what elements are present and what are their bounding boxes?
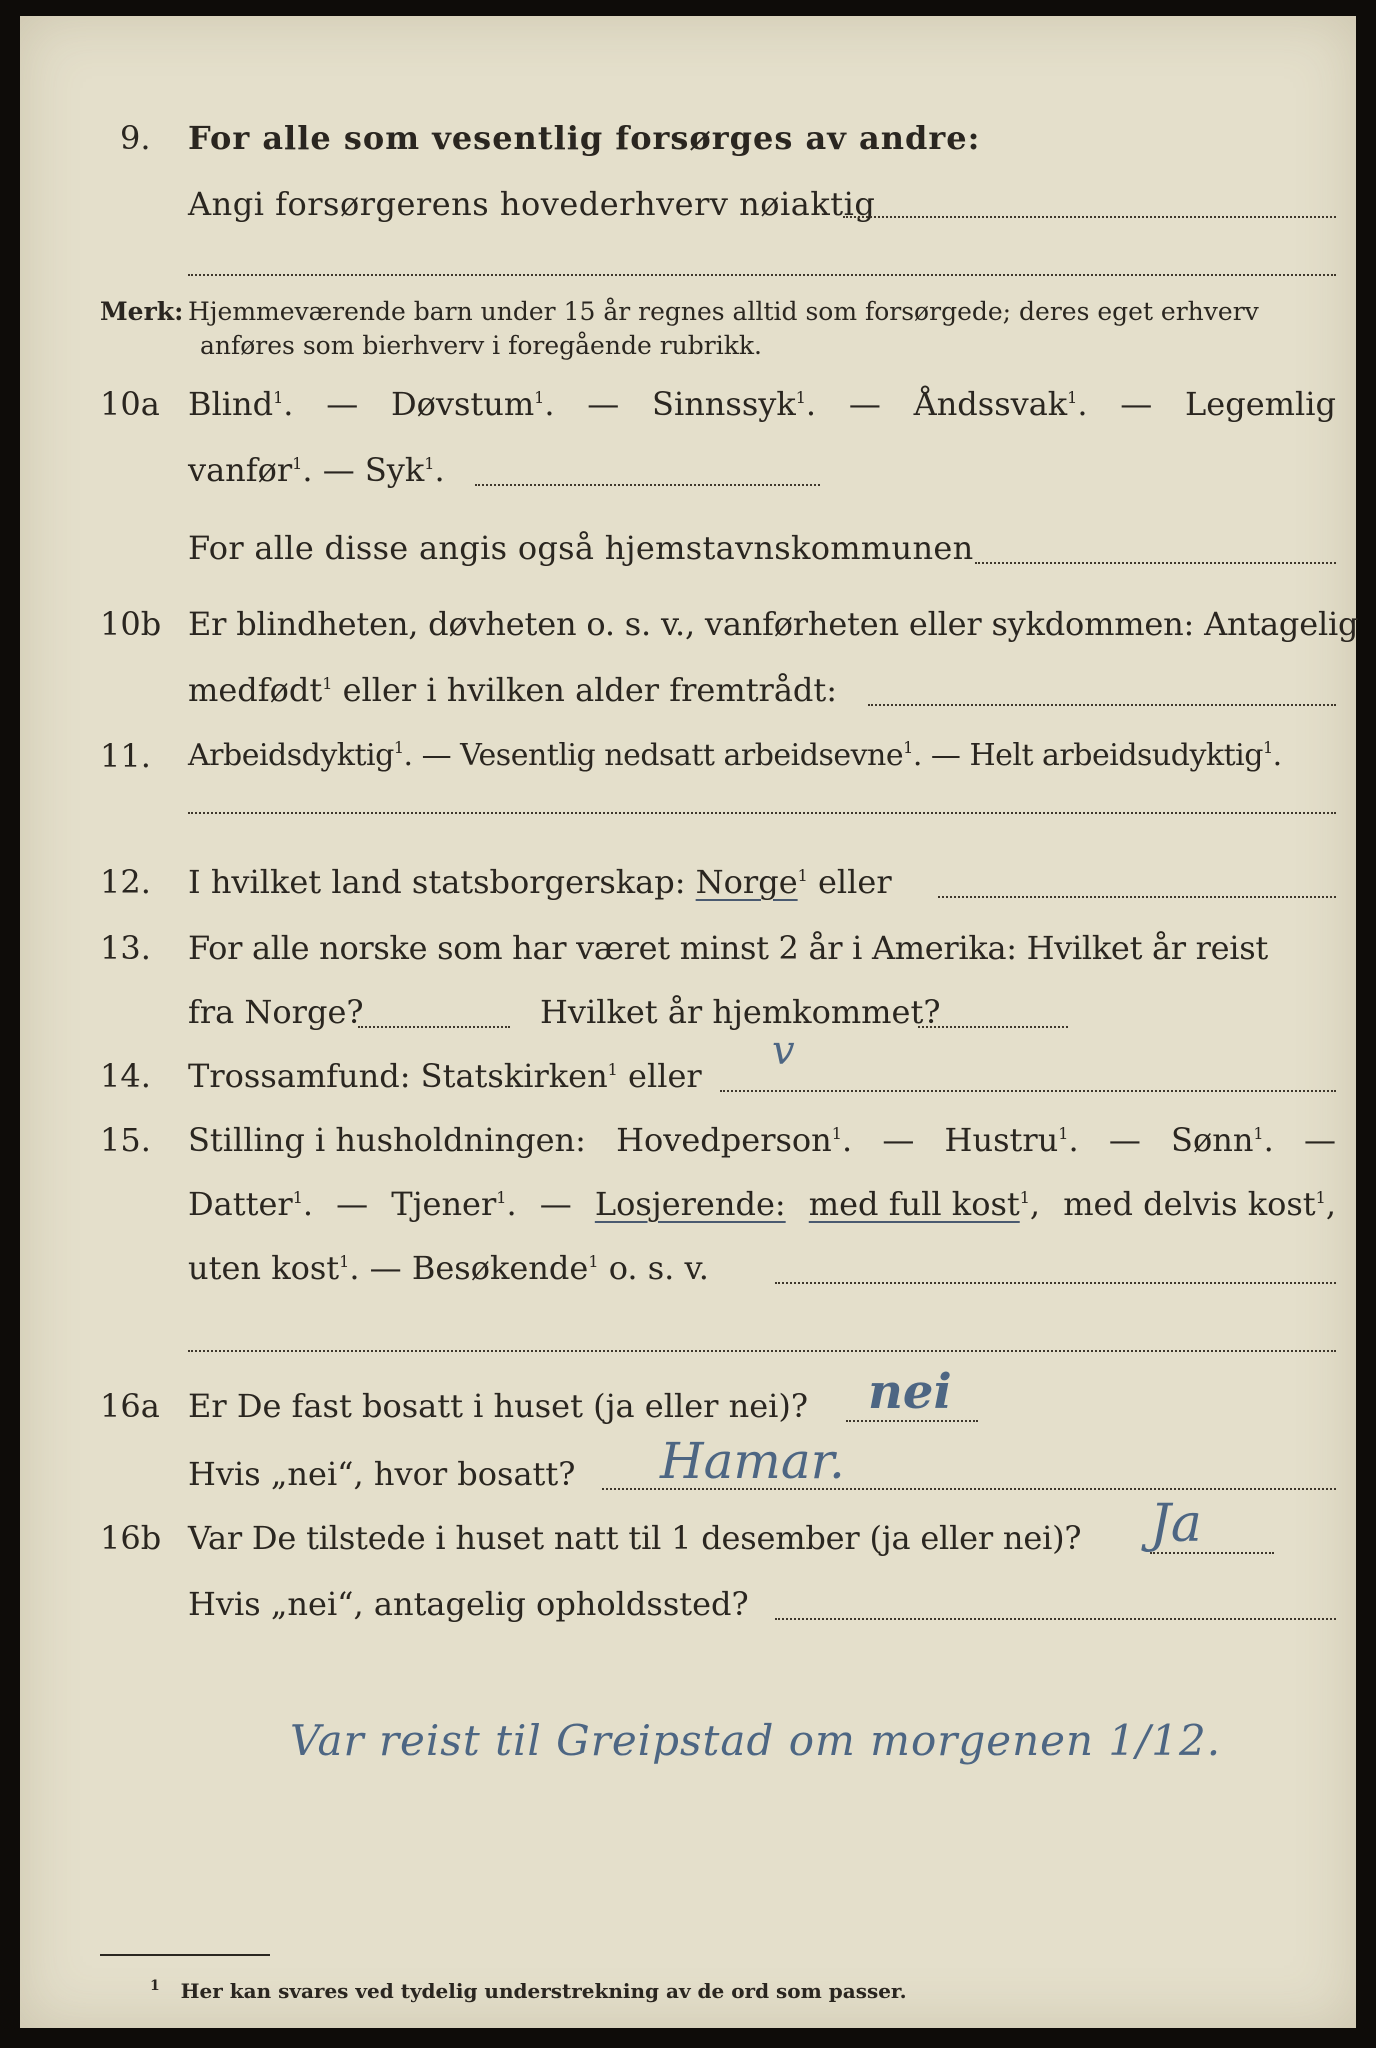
dash: —	[322, 451, 355, 489]
q16a-handwritten-bosatt: Hamar.	[660, 1432, 845, 1490]
option-med-full-kost[interactable]: med full kost$^1$,	[808, 1185, 1041, 1223]
q10b-rest: eller i hvilken alder fremtrådt:	[342, 671, 838, 709]
dash: —	[539, 1185, 572, 1223]
option-med-delvis-kost[interactable]: med delvis kost$^1$,	[1063, 1185, 1336, 1223]
q11-number: 11.	[100, 737, 151, 775]
dash: —	[1120, 385, 1153, 423]
merk-line2: anføres som bierhverv i foregående rubrikk.	[200, 331, 762, 360]
q10a-line2	[188, 450, 445, 490]
q10a-number: 10a	[100, 385, 160, 423]
q11-answer-field[interactable]	[188, 812, 1336, 814]
q15-osv: o. s. v.	[608, 1249, 709, 1287]
q12-number: 12.	[100, 863, 151, 901]
q16a-answer-field[interactable]	[846, 1420, 978, 1422]
q16a-line2: Hvis „nei“, hvor bosatt?	[188, 1455, 576, 1493]
q9-line2: Angi forsørgerens hovederhverv nøiaktig	[188, 185, 876, 223]
q9-number: 9.	[120, 119, 151, 157]
option-hustru[interactable]: Hustru$^1$.	[944, 1121, 1079, 1159]
q14-number: 14.	[100, 1057, 151, 1095]
q10b-answer-field[interactable]	[868, 704, 1336, 706]
footnote-text: Her kan svares ved tydelig understrekning av de ord som passer.	[180, 1979, 907, 2003]
option-syk[interactable]: Syk$^1$.	[364, 451, 445, 489]
q10b-line2	[188, 670, 837, 710]
q16a-line1: Er De fast bosatt i huset (ja eller nei)?	[188, 1387, 809, 1425]
merk-line1: Hjemmeværende barn under 15 år regnes alltid som forsørgede; deres eget erhverv	[188, 297, 1259, 326]
q13-line1: For alle norske som har været minst 2 år i Amerika: Hvilket år reist	[188, 929, 1268, 967]
q13-line2a: fra Norge?	[188, 993, 364, 1031]
footnote	[150, 1978, 907, 2003]
option-udyktig[interactable]: Helt arbeidsudyktig$^1$.	[969, 738, 1282, 773]
dash: —	[848, 385, 881, 423]
q15-line2	[188, 1184, 1336, 1224]
option-tjener[interactable]: Tjener$^1$.	[391, 1185, 517, 1223]
option-medfodt[interactable]: medfødt$^1$	[188, 671, 333, 709]
option-sinnssyk[interactable]: Sinnssyk$^1$.	[652, 385, 817, 423]
option-sonn[interactable]: Sønn$^1$.	[1171, 1121, 1274, 1159]
dash: —	[1108, 1121, 1141, 1159]
dash: —	[369, 1249, 402, 1287]
q12-post: eller	[817, 863, 892, 901]
q12-line1	[188, 862, 892, 902]
q16b-opholdssted-field[interactable]	[775, 1618, 1336, 1620]
q16b-line2: Hvis „nei“, antagelig opholdssted?	[188, 1585, 749, 1623]
option-norge[interactable]: Norge$^1$	[695, 863, 808, 901]
q13-hjemkommet-field[interactable]	[918, 1026, 1068, 1028]
option-statskirken[interactable]: Statskirken$^1$	[420, 1057, 618, 1095]
option-blind[interactable]: Blind$^1$.	[188, 385, 294, 423]
option-losjerende[interactable]: Losjerende:	[594, 1185, 786, 1223]
q16b-line1: Var De tilstede i huset natt til 1 desember (ja eller nei)?	[188, 1519, 1082, 1557]
option-arbeidsdyktig[interactable]: Arbeidsdyktig$^1$	[188, 738, 404, 773]
option-hovedperson[interactable]: Hovedperson$^1$.	[616, 1121, 853, 1159]
q12-pre: I hvilket land statsborgerskap:	[188, 863, 686, 901]
q16b-handwritten-answer: Ja	[1150, 1494, 1202, 1554]
q11-line1: Arbeidsdyktig$^1$. — Vesentlig nedsatt arbeidsevne$^1$. — Helt arbeidsudyktig$^1$.	[188, 738, 1282, 773]
option-andssvak[interactable]: Åndssvak$^1$.	[913, 385, 1088, 423]
q10a-answer-field[interactable]	[475, 484, 820, 486]
option-uten-kost[interactable]: uten kost$^1$.	[188, 1249, 360, 1287]
q15-number: 15.	[100, 1121, 151, 1159]
q14-post: eller	[628, 1057, 702, 1095]
merk-label: Merk:	[100, 297, 184, 326]
option-datter[interactable]: Datter$^1$.	[188, 1185, 314, 1223]
q16b-number: 16b	[100, 1519, 162, 1557]
option-vanfor[interactable]: vanfør$^1$.	[188, 451, 313, 489]
dash: —	[587, 385, 620, 423]
option-besokende[interactable]: Besøkende$^1$	[411, 1249, 599, 1287]
handwritten-note: Var reist til Greipstad om morgenen 1/12.	[290, 1716, 1222, 1765]
q13-number: 13.	[100, 929, 151, 967]
q13-reist-field[interactable]	[358, 1026, 510, 1028]
option-legemlig[interactable]: Legemlig	[1185, 385, 1336, 423]
q10a-line3: For alle disse angis også hjemstavnskommunen	[188, 529, 974, 567]
dash: —	[882, 1121, 915, 1159]
q9-answer-field[interactable]	[843, 216, 1336, 218]
q10a-line1	[188, 384, 1336, 424]
q10b-number: 10b	[100, 605, 162, 643]
q14-handwritten-answer: v	[772, 1028, 795, 1074]
q15-line3	[188, 1248, 709, 1288]
q9-line1: For alle som vesentlig forsørges av andre:	[188, 119, 981, 157]
footnote-mark: 1	[150, 1978, 160, 1994]
q16a-number: 16a	[100, 1387, 160, 1425]
q16a-handwritten-answer: nei	[868, 1364, 952, 1420]
q14-answer-field[interactable]	[720, 1090, 1336, 1092]
q14-line1	[188, 1056, 702, 1096]
q13-line2b: Hvilket år hjemkommet?	[540, 993, 941, 1031]
q12-answer-field[interactable]	[938, 896, 1336, 898]
q14-pre: Trossamfund:	[188, 1057, 411, 1095]
q10b-line1: Er blindheten, døvheten o. s. v., vanførheten eller sykdommen: Antagelig	[188, 605, 1359, 643]
census-form-page	[20, 16, 1359, 2028]
option-nedsatt[interactable]: Vesentlig nedsatt arbeidsevne$^1$	[460, 738, 913, 773]
option-dovstum[interactable]: Døvstum$^1$.	[390, 385, 555, 423]
q15-answer-field-2[interactable]	[188, 1350, 1336, 1352]
dash: —	[326, 385, 359, 423]
dash: —	[1303, 1121, 1336, 1159]
q15-pre: Stilling i husholdningen:	[188, 1121, 586, 1159]
q15-line1	[188, 1120, 1336, 1160]
q9-answer-field-2[interactable]	[188, 274, 1336, 276]
footnote-rule	[100, 1954, 270, 1956]
q15-answer-field[interactable]	[775, 1282, 1336, 1284]
q10a-hjemstavn-field[interactable]	[975, 562, 1336, 564]
dash: —	[336, 1185, 369, 1223]
